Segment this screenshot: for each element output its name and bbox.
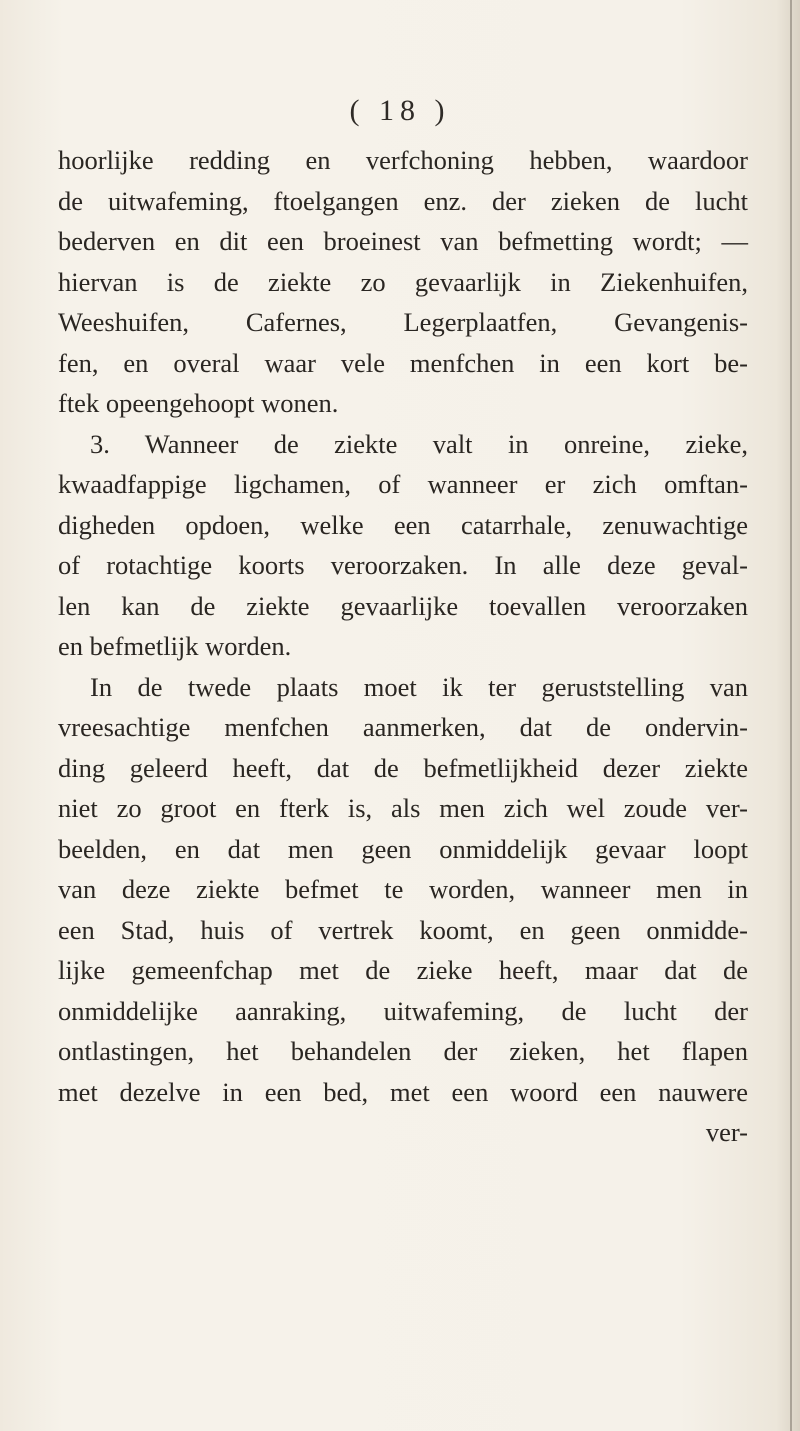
text-line: vreesachtige menfchen aanmerken, dat de ondervin-: [58, 712, 748, 742]
text-line: bederven en dit een broeinest van befmetting wordt; —: [58, 226, 748, 256]
text-line: niet zo groot en fterk is, als men zich wel zoude ver-: [58, 793, 748, 823]
text-line: of rotachtige koorts veroorzaken. In alle deze geval-: [58, 550, 748, 580]
text-line: beelden, en dat men geen onmiddelijk gevaar loopt: [58, 833, 748, 864]
text-line: fen, en overal waar vele menfchen in een kort be-: [58, 347, 748, 378]
text-line: ontlastingen, het behandelen der zieken, het flapen: [58, 1036, 748, 1066]
text-line: en befmetlijk worden.: [58, 631, 292, 661]
body-text: [58, 140, 748, 1153]
text-line: digheden opdoen, welke een catarrhale, zenuwachtige: [58, 509, 748, 540]
text-line: kwaadfappige ligchamen, of wanneer er zich omftan-: [58, 469, 748, 499]
text-line: len kan de ziekte gevaarlijke toevallen veroorzaken: [58, 590, 748, 621]
text-line: de uitwafeming, ftoelgangen enz. der zieken de lucht: [58, 185, 748, 216]
page-number: ( 18 ): [349, 94, 451, 127]
text-line: met dezelve in een bed, met een woord een nauwere: [58, 1076, 748, 1107]
text-line: hoorlijke redding en verfchoning hebben, waardoor: [58, 145, 748, 175]
text-line: hiervan is de ziekte zo gevaarlijk in Ziekenhuifen,: [58, 266, 748, 297]
text-line: een Stad, huis of vertrek koomt, en geen onmidde-: [58, 914, 748, 945]
paragraph-start: 3. Wanneer de ziekte valt in onreine, zieke,: [90, 428, 748, 459]
catchword: ver-: [705, 1117, 748, 1147]
text-line: Weeshuifen, Cafernes, Legerplaatfen, Gevangenis-: [58, 307, 748, 337]
text-line: van deze ziekte befmet te worden, wanneer men in: [58, 874, 748, 904]
text-line: onmiddelijke aanraking, uitwafeming, de lucht der: [58, 995, 748, 1026]
text-line: lijke gemeenfchap met de zieke heeft, maar dat de: [58, 955, 748, 985]
text-line: ftek opeengehoopt wonen.: [58, 388, 339, 418]
paragraph-start: In de twede plaats moet ik ter geruststelling van: [90, 671, 748, 702]
page-edge: [790, 0, 792, 1431]
text-line: ding geleerd heeft, dat de befmetlijkheid dezer ziekte: [58, 752, 748, 783]
